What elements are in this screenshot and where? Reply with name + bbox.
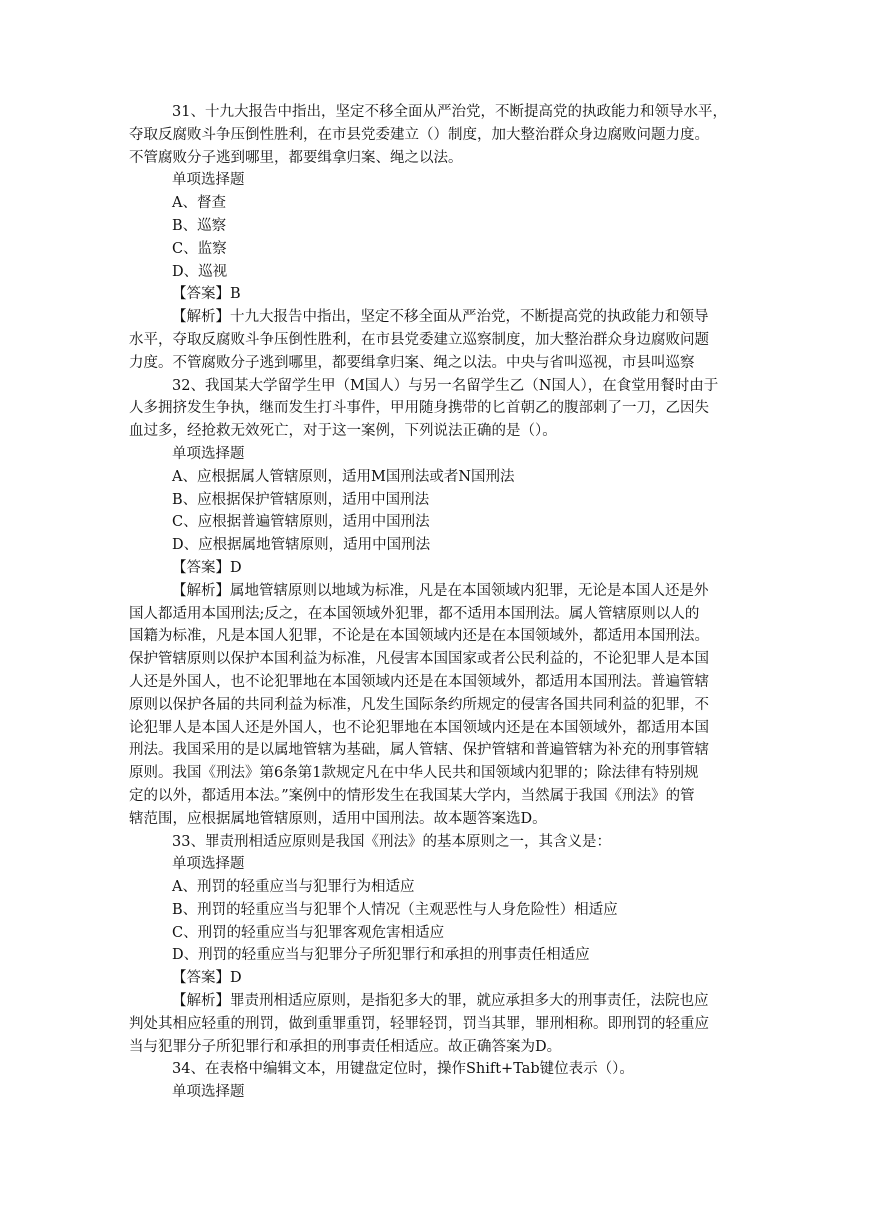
question-type: 单项选择题 (172, 172, 245, 189)
question-stem-line: 不管腐败分子逃到哪里，都要缉拿归案、绳之以法。 (129, 149, 463, 166)
question-list (129, 101, 740, 1104)
answer-analysis (129, 990, 740, 1058)
question-stem-line: 33、罪责刑相适应原则是我国《刑法》的基本原则之一，其含义是： (172, 833, 611, 850)
answer-analysis-line: 定的以外，都适用本法。”案例中的情形发生在我国某大学内，当然属于我国《刑法》的管 (129, 787, 695, 804)
answer-analysis-line: 【解析】罪责刑相适应原则，是指犯多大的罪，就应承担多大的刑事责任，法院也应 (172, 993, 709, 1010)
question-stem-line: 34、在表格中编辑文本，用键盘定位时，操作Shift+Tab键位表示（）。 (172, 1061, 634, 1078)
answer-analysis-line: 原则以保护各届的共同利益为标准，凡发生国际条约所规定的侵害各国共同利益的犯罪，不 (129, 696, 709, 713)
question-type: 单项选择题 (172, 856, 245, 873)
question-block (129, 101, 740, 375)
answer-analysis-line: 论犯罪人是本国人还是外国人，也不论犯罪地在本国领域内还是在本国领域外，都适用本国 (129, 719, 709, 736)
answer-analysis-line: 【解析】十九大报告中指出，坚定不移全面从严治党，不断提高党的执政能力和领导 (172, 309, 709, 326)
question-stem-line: 32、我国某大学留学生甲（M国人）与另一名留学生乙（N国人），在食堂用餐时由于 (172, 377, 719, 394)
answer-analysis-line: 判处其相应轻重的刑罚，做到重罪重罚，轻罪轻罚，罚当其罪，罪刑相称。即刑罚的轻重应 (129, 1015, 709, 1032)
answer-option: D、刑罚的轻重应当与犯罪分子所犯罪行和承担的刑事责任相适应 (172, 947, 590, 964)
answer-key: 【答案】B (172, 286, 241, 303)
answer-option: B、巡察 (172, 217, 227, 234)
answer-analysis (129, 306, 740, 374)
answer-option: B、应根据保护管辖原则，适用中国刑法 (172, 491, 430, 508)
answer-analysis (129, 580, 740, 831)
question-stem (129, 1058, 740, 1081)
question-type: 单项选择题 (172, 1084, 245, 1101)
answer-analysis-line: 保护管辖原则以保护本国利益为标准，凡侵害本国国家或者公民利益的，不论犯罪人是本国 (129, 651, 709, 668)
answer-key: 【答案】D (172, 970, 242, 987)
answer-analysis-line: 人还是外国人，也不论犯罪地在本国领域内还是在本国领域外，都适用本国刑法。普遍管辖 (129, 673, 709, 690)
question-stem-line: 血过多，经抢救无效死亡，对于这一案例，下列说法正确的是（）。 (129, 423, 557, 440)
answer-option: A、刑罚的轻重应当与犯罪行为相适应 (172, 879, 415, 896)
question-stem-line: 31、十九大报告中指出，坚定不移全面从严治党，不断提高党的执政能力和领导水平， (172, 104, 727, 120)
question-type: 单项选择题 (172, 445, 245, 462)
question-stem (129, 831, 740, 854)
answer-analysis-line: 水平，夺取反腐败斗争压倒性胜利，在市县党委建立巡察制度，加大整治群众身边腐败问题 (129, 331, 709, 348)
answer-option: D、应根据属地管辖原则，适用中国刑法 (172, 537, 431, 554)
question-stem-line: 人多拥挤发生争执，继而发生打斗事件，甲用随身携带的匕首朝乙的腹部刺了一刀，乙因失 (129, 400, 709, 417)
question-block (129, 831, 740, 1059)
answer-analysis-line: 国籍为标准，凡是本国人犯罪，不论是在本国领域内还是在本国领域外，都适用本国刑法。 (129, 628, 709, 645)
question-stem (129, 375, 740, 443)
answer-option: C、应根据普遍管辖原则，适用中国刑法 (172, 514, 430, 531)
answer-option: A、督查 (172, 195, 226, 212)
answer-analysis-line: 辖范围，应根据属地管辖原则，适用中国刑法。故本题答案选D。 (129, 810, 547, 827)
answer-option: A、应根据属人管辖原则，适用M国刑法或者N国刑法 (172, 468, 515, 485)
question-block (129, 1058, 740, 1104)
answer-analysis-line: 当与犯罪分子所犯罪行和承担的刑事责任相适应。故正确答案为D。 (129, 1038, 562, 1055)
answer-analysis-line: 【解析】属地管辖原则以地域为标准，凡是在本国领域内犯罪，无论是本国人还是外 (172, 582, 709, 599)
answer-analysis-line: 力度。不管腐败分子逃到哪里，都要缉拿归案、绳之以法。中央与省叫巡视，市县叫巡察 (129, 354, 695, 371)
answer-key: 【答案】D (172, 559, 242, 576)
answer-option: C、刑罚的轻重应当与犯罪客观危害相适应 (172, 924, 445, 941)
answer-option: B、刑罚的轻重应当与犯罪个人情况（主观恶性与人身危险性）相适应 (172, 901, 618, 918)
answer-analysis-line: 原则。我国《刑法》第6条第1款规定凡在中华人民共和国领域内犯罪的；除法律有特别规 (129, 765, 699, 782)
question-block (129, 375, 740, 831)
answer-analysis-line: 国人都适用本国刑法;反之，在本国领域外犯罪，都不适用本国刑法。属人管辖原则以人的 (129, 605, 700, 622)
question-stem-line: 夺取反腐败斗争压倒性胜利，在市县党委建立（）制度，加大整治群众身边腐败问题力度。 (129, 126, 709, 143)
answer-analysis-line: 刑法。我国采用的是以属地管辖为基础，属人管辖、保护管辖和普遍管辖为补充的刑事管辖 (129, 742, 709, 759)
question-stem (129, 101, 740, 169)
answer-option: C、监察 (172, 240, 227, 257)
answer-option: D、巡视 (172, 263, 228, 280)
